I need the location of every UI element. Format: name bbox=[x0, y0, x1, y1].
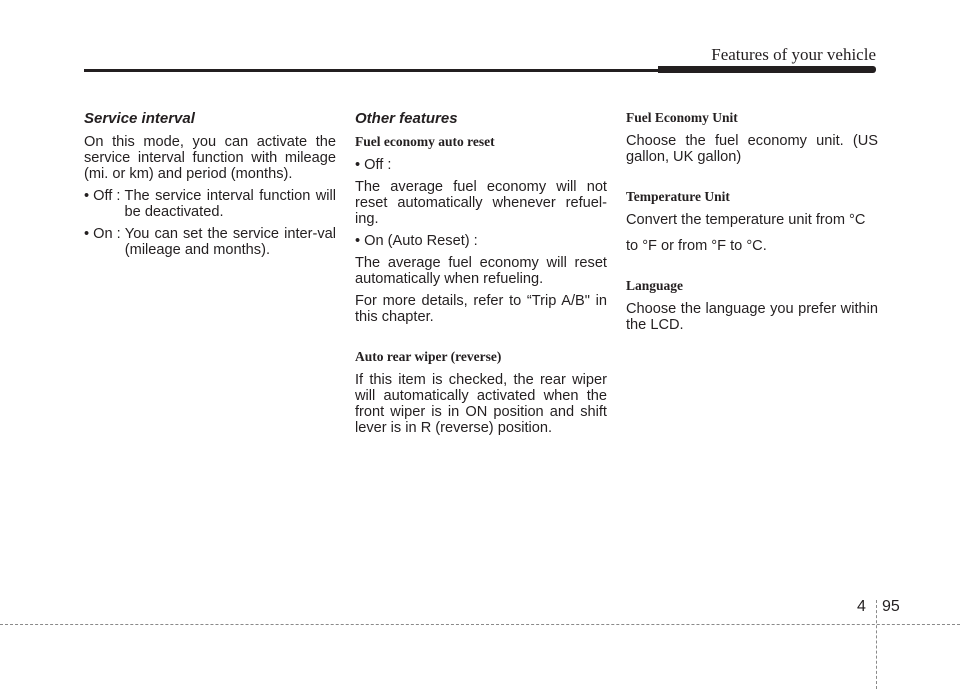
auto-rear-wiper-text: If this item is checked, the rear wiper will automatically activated when the front wiper is in ON position and shift lever is in R (reverse) position. bbox=[355, 372, 607, 436]
subheading-language: Language bbox=[626, 278, 684, 293]
bullet-on-text: You can set the service inter-val (mileage and months). bbox=[124, 226, 336, 258]
footer-vertical-rule bbox=[876, 600, 877, 689]
column-units-language bbox=[626, 110, 878, 339]
fuel-reset-off-text: The average fuel economy will not reset automatically whenever refuel-ing. bbox=[355, 179, 607, 227]
subheading-fuel-economy-auto-reset: Fuel economy auto reset bbox=[355, 134, 495, 149]
section-heading-other-features: Other features bbox=[355, 110, 458, 127]
bullet-off bbox=[84, 188, 336, 220]
header-rule bbox=[84, 69, 658, 72]
subheading-auto-rear-wiper: Auto rear wiper (reverse) bbox=[355, 349, 502, 364]
temperature-unit-text-line1: Convert the temperature unit from °C bbox=[626, 212, 866, 228]
footer-dashed-rule bbox=[0, 624, 960, 625]
page-number: 95 bbox=[882, 598, 900, 615]
column-service-interval bbox=[84, 110, 336, 264]
language-text: Choose the language you prefer within the LCD. bbox=[626, 301, 878, 333]
subheading-fuel-economy-unit: Fuel Economy Unit bbox=[626, 110, 738, 125]
page-chapter-number: 4 bbox=[857, 598, 866, 615]
bullet-on bbox=[84, 226, 336, 258]
fuel-reset-off-label: • Off : bbox=[355, 157, 392, 173]
service-interval-intro: On this mode, you can activate the service interval function with mileage (mi. or km) and period (months). bbox=[84, 134, 336, 182]
temperature-unit-text-line2: to °F or from °F to °C. bbox=[626, 238, 767, 254]
header-rule-accent bbox=[658, 66, 876, 73]
bullet-off-text: The service interval function will be deactivated. bbox=[124, 188, 336, 220]
fuel-reset-more-details: For more details, refer to “Trip A/B" in this chapter. bbox=[355, 293, 607, 325]
bullet-on-label: • On : bbox=[84, 226, 125, 242]
bullet-off-label: • Off : bbox=[84, 188, 125, 204]
fuel-reset-on-label: • On (Auto Reset) : bbox=[355, 233, 478, 249]
column-other-features bbox=[355, 110, 607, 442]
fuel-reset-on-text: The average fuel economy will reset automatically when refueling. bbox=[355, 255, 607, 287]
subheading-temperature-unit: Temperature Unit bbox=[626, 189, 730, 204]
section-heading-service-interval: Service interval bbox=[84, 110, 195, 127]
fuel-economy-unit-text: Choose the fuel economy unit. (US gallon, UK gallon) bbox=[626, 133, 878, 165]
running-header-title: Features of your vehicle bbox=[711, 45, 876, 64]
